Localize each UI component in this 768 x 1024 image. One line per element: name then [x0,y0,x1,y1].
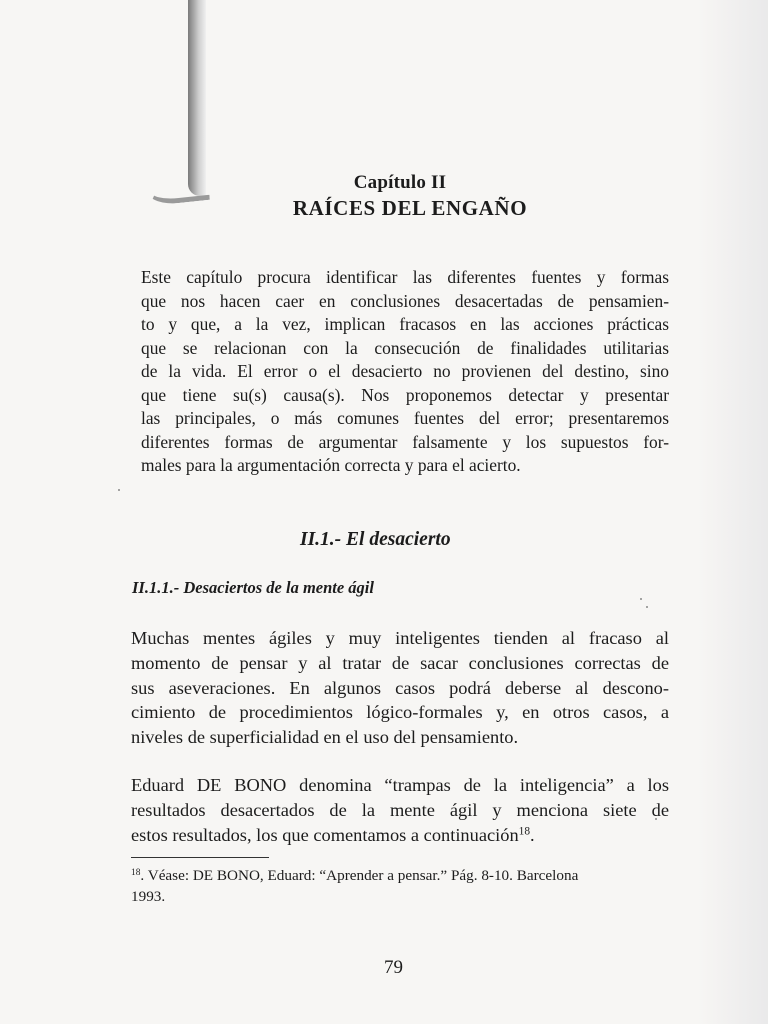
intro-line: to y que, a la vez, implican fracasos en las acciones prácticas [141,314,669,334]
paragraph-line: niveles de superficialidad en el uso del pensamiento. [131,727,519,748]
footnote-text: . Véase: DE BONO, Eduard: “Aprender a pensar.” Pág. 8-10. Barcelona [140,867,579,884]
paragraph-line: cimiento de procedimientos lógico-formales y, en otros casos, a [131,702,669,723]
subsection-heading: II.1.1.- Desaciertos de la mente ágil [132,578,374,597]
paragraph-last-line-text: estos resultados, los que comentamos a continuación [131,824,519,845]
section-heading: II.1.- El desacierto [300,529,451,550]
paragraph-end-punctuation: . [530,824,535,845]
intro-line: las principales, o más comunes fuentes del error; presentaremos [141,408,669,428]
chapter-title: RAÍCES DEL ENGAÑO [292,196,528,220]
body-paragraph-1 [131,626,669,750]
intro-line: de la vida. El error o el desacierto no provienen del destino, sino [141,361,669,381]
footnote-line: 1993. [131,888,166,905]
page-number: 79 [384,957,403,978]
page-edge-shadow [698,0,768,1024]
paragraph-line: resultados desacertados de la mente ágil y menciona siete de [131,799,669,820]
paragraph-line: Eduard DE BONO denomina “trampas de la inteligencia” a los [131,775,669,795]
footnote-divider [131,857,269,858]
paragraph-line: momento de pensar y al tratar de sacar conclusiones correctas de [131,652,669,673]
intro-line: diferentes formas de argumentar falsamente y los supuestos for- [141,431,669,452]
footnote-reference[interactable]: 18 [518,825,531,838]
footnote-line [131,865,667,886]
intro-line: que tiene su(s) causa(s). Nos proponemos detectar y presentar [141,384,669,405]
paragraph-line [131,823,669,848]
intro-paragraph [141,266,669,478]
bookmark-ribbon [188,0,206,196]
intro-line: que se relacionan con la consecución de finalidades utilitarias [141,337,669,358]
footnote [131,865,667,907]
intro-line: Este capítulo procura identificar las diferentes fuentes y formas [141,267,669,287]
chapter-label: Capítulo II [353,172,447,193]
body-paragraph-2 [131,773,669,847]
paragraph-line: sus aseveraciones. En algunos casos podrá deberse al descono- [131,677,669,698]
intro-line: que nos hacen caer en conclusiones desacertadas de pensamien- [141,290,669,311]
intro-line: males para la argumentación correcta y para el acierto. [141,455,521,475]
footnote-marker: 18 [131,867,141,878]
paragraph-line: Muchas mentes ágiles y muy inteligentes tienden al fracaso al [131,628,669,648]
